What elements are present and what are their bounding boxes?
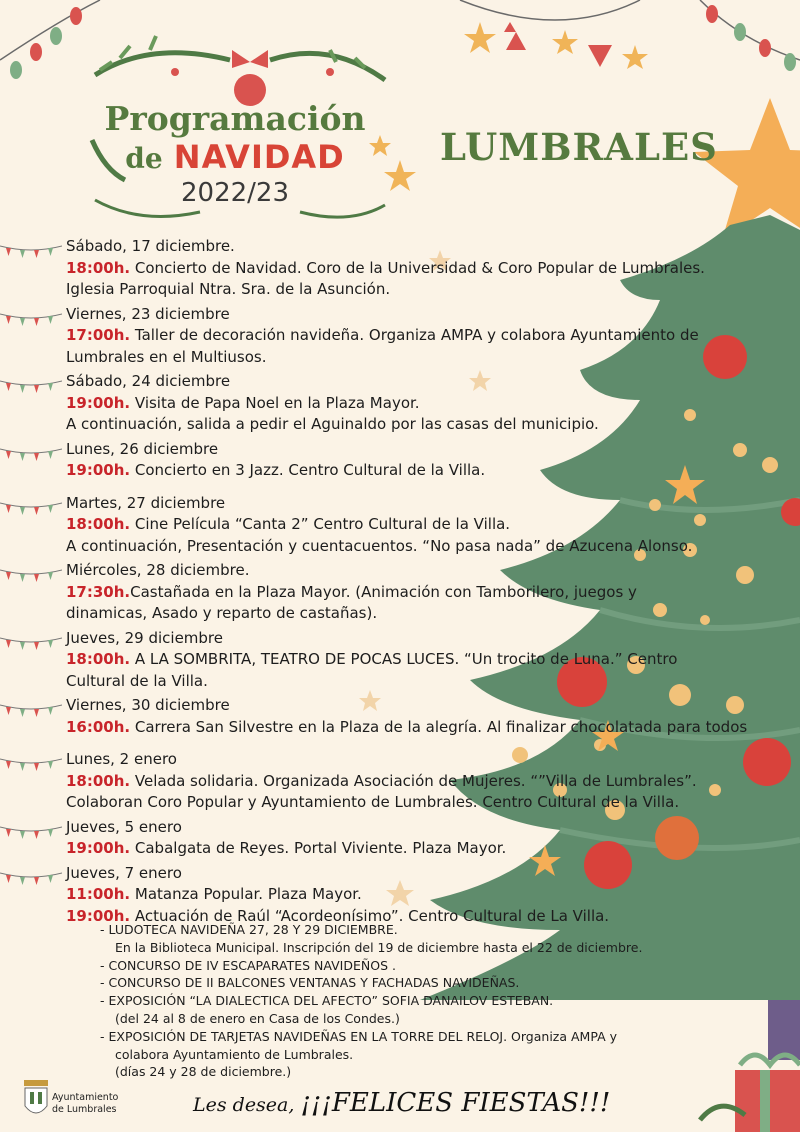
event-date: Jueves, 5 enero <box>66 817 182 836</box>
event-line <box>66 414 800 436</box>
event-line <box>66 671 800 693</box>
event-time: 19:00h. <box>66 461 131 479</box>
event-time: 18:00h. <box>66 515 131 533</box>
event-time: 19:00h. <box>66 906 131 925</box>
poster-title <box>80 100 390 208</box>
events-list <box>66 236 800 927</box>
event-item <box>66 560 800 625</box>
bunting-icon <box>0 499 62 519</box>
logo-line-1: Ayuntamiento <box>52 1092 119 1103</box>
event-item <box>66 817 800 860</box>
greeting-main: ¡¡¡FELICES FIESTAS!!! <box>300 1088 611 1118</box>
event-description: Castañada en la Plaza Mayor. (Animación con Tamborilero, juegos y <box>130 582 637 601</box>
lights-garland-icon <box>0 0 800 79</box>
event-time: 16:00h. <box>66 717 131 736</box>
event-line <box>66 325 800 347</box>
star-icon <box>694 98 800 240</box>
event-description: Cabalgata de Reyes. Portal Viviente. Plaza Mayor. <box>130 839 507 857</box>
event-line <box>66 838 800 860</box>
title-navidad: NAVIDAD <box>173 138 345 176</box>
event-description: Carrera San Silvestre en la Plaza de la alegría. Al finalizar chocolatada para todos <box>130 717 748 736</box>
greeting-prefix: Les desea, <box>193 1094 301 1116</box>
event-line <box>66 884 800 906</box>
event-description: Matanza Popular. Plaza Mayor. <box>130 885 362 903</box>
event-date: Lunes, 2 enero <box>66 750 177 768</box>
event-item <box>66 749 800 814</box>
event-item <box>66 304 800 369</box>
extra-activity-detail: En la Biblioteca Municipal. Inscripción del 19 de diciembre hasta el 22 de diciembre. <box>115 939 643 955</box>
town-name: LUMBRALES <box>440 125 718 169</box>
event-item <box>66 863 800 928</box>
event-date: Jueves, 29 diciembre <box>66 628 224 647</box>
event-description: Visita de Papa Noel en la Plaza Mayor. <box>130 393 420 412</box>
bunting-icon <box>0 445 62 465</box>
gift-box-icon <box>700 1055 800 1132</box>
event-line <box>66 582 800 604</box>
extra-activity: - CONCURSO DE II BALCONES VENTANAS Y FACHADAS NAVIDEÑAS. <box>100 975 520 991</box>
extra-activity: - EXPOSICIÓN DE TARJETAS NAVIDEÑAS EN LA TORRE DEL RELOJ. Organiza AMPA y <box>100 1028 617 1044</box>
event-item <box>66 695 800 738</box>
event-time: 17:30h. <box>66 582 131 601</box>
event-line <box>66 460 800 482</box>
event-time: 17:00h. <box>66 326 131 344</box>
title-year: 2022/23 <box>180 178 289 208</box>
event-date: Lunes, 26 diciembre <box>66 439 219 458</box>
event-line <box>66 771 800 793</box>
bunting-icon <box>0 377 62 397</box>
extra-activity-detail: (días 24 y 28 de diciembre.) <box>115 1064 292 1080</box>
event-date: Viernes, 30 diciembre <box>66 696 230 714</box>
event-line <box>66 649 800 671</box>
event-item <box>66 371 800 436</box>
event-time: 19:00h. <box>66 393 131 412</box>
event-line <box>66 603 800 625</box>
event-description: dinamicas, Asado y reparto de castañas). <box>66 604 378 622</box>
extra-activity: - EXPOSICIÓN “LA DIALECTICA DEL AFECTO” SOFIA DANAILOV ESTEBAN. <box>100 993 554 1009</box>
event-description: Lumbrales en el Multiusos. <box>66 347 267 366</box>
event-item <box>66 236 800 301</box>
event-line <box>66 514 800 536</box>
event-time: 11:00h. <box>66 885 131 903</box>
event-description: Cine Película “Canta 2” Centro Cultural de la Villa. <box>130 515 511 533</box>
greeting <box>193 1088 610 1118</box>
event-line <box>66 393 800 415</box>
bunting-icon <box>0 634 62 654</box>
event-time: 18:00h. <box>66 650 131 668</box>
event-date: Miércoles, 28 diciembre. <box>66 561 250 579</box>
event-line <box>66 717 800 739</box>
logo-line-2: de Lumbrales <box>52 1104 117 1115</box>
event-item <box>66 628 800 693</box>
extra-activity: - LUDOTECA NAVIDEÑA 27, 28 Y 29 DICIEMBRE. <box>100 922 398 937</box>
extra-activity: - CONCURSO DE IV ESCAPARATES NAVIDEÑOS . <box>100 957 396 973</box>
event-date: Jueves, 7 enero <box>66 863 182 882</box>
bunting-icon <box>0 701 62 721</box>
event-date: Martes, 27 diciembre <box>66 493 226 512</box>
event-description: Iglesia Parroquial Ntra. Sra. de la Asunción. <box>66 280 391 298</box>
event-description: Concierto en 3 Jazz. Centro Cultural de la Villa. <box>130 461 486 479</box>
extra-activity-detail: (del 24 al 8 de enero en Casa de los Condes.) <box>115 1010 400 1026</box>
extra-activity-detail: colabora Ayuntamiento de Lumbrales. <box>115 1046 354 1062</box>
event-description: Velada solidaria. Organizada Asociación de Mujeres. “”Villa de Lumbrales”. <box>130 771 697 790</box>
event-line <box>66 279 800 301</box>
event-description: Colaboran Coro Popular y Ayuntamiento de Lumbrales. Centro Cultural de la Villa. <box>66 793 680 811</box>
event-item <box>66 493 800 558</box>
event-description: Actuación de Raúl “Acordeonísimo”. Centro Cultural de La Villa. <box>130 906 610 925</box>
event-line <box>66 258 800 280</box>
event-description: A LA SOMBRITA, TEATRO DE POCAS LUCES. “Un trocito de Luna.” Centro <box>130 650 678 668</box>
event-time: 18:00h. <box>66 258 131 277</box>
event-date: Sábado, 24 diciembre <box>66 372 231 390</box>
bunting-icon <box>0 755 62 775</box>
event-description: A continuación, Presentación y cuentacuentos. “No pasa nada” de Azucena Alonso. <box>66 536 693 555</box>
event-line <box>66 792 800 814</box>
event-description: Concierto de Navidad. Coro de la Universidad & Coro Popular de Lumbrales. <box>130 258 705 277</box>
event-time: 19:00h. <box>66 839 131 857</box>
bunting-icon <box>0 310 62 330</box>
extra-activities-list <box>100 921 642 1081</box>
bunting-icon <box>0 869 62 889</box>
title-de: de <box>125 142 163 175</box>
event-description: Cultural de la Villa. <box>66 671 208 690</box>
bunting-icon <box>0 242 62 262</box>
bunting-icon <box>0 566 62 586</box>
title-programacion: Programación <box>104 99 366 138</box>
event-line <box>66 536 800 558</box>
event-item <box>66 439 800 482</box>
event-description: A continuación, salida a pedir el Aguinaldo por las casas del municipio. <box>66 415 599 433</box>
title-navidad-line <box>80 138 390 178</box>
event-time: 18:00h. <box>66 771 131 790</box>
event-description: Taller de decoración navideña. Organiza AMPA y colabora Ayuntamiento de <box>130 326 699 344</box>
town-hall-label <box>52 1092 118 1116</box>
bunting-icon <box>0 823 62 843</box>
event-date: Sábado, 17 diciembre. <box>66 237 235 255</box>
event-line <box>66 347 800 369</box>
event-date: Viernes, 23 diciembre <box>66 304 230 323</box>
